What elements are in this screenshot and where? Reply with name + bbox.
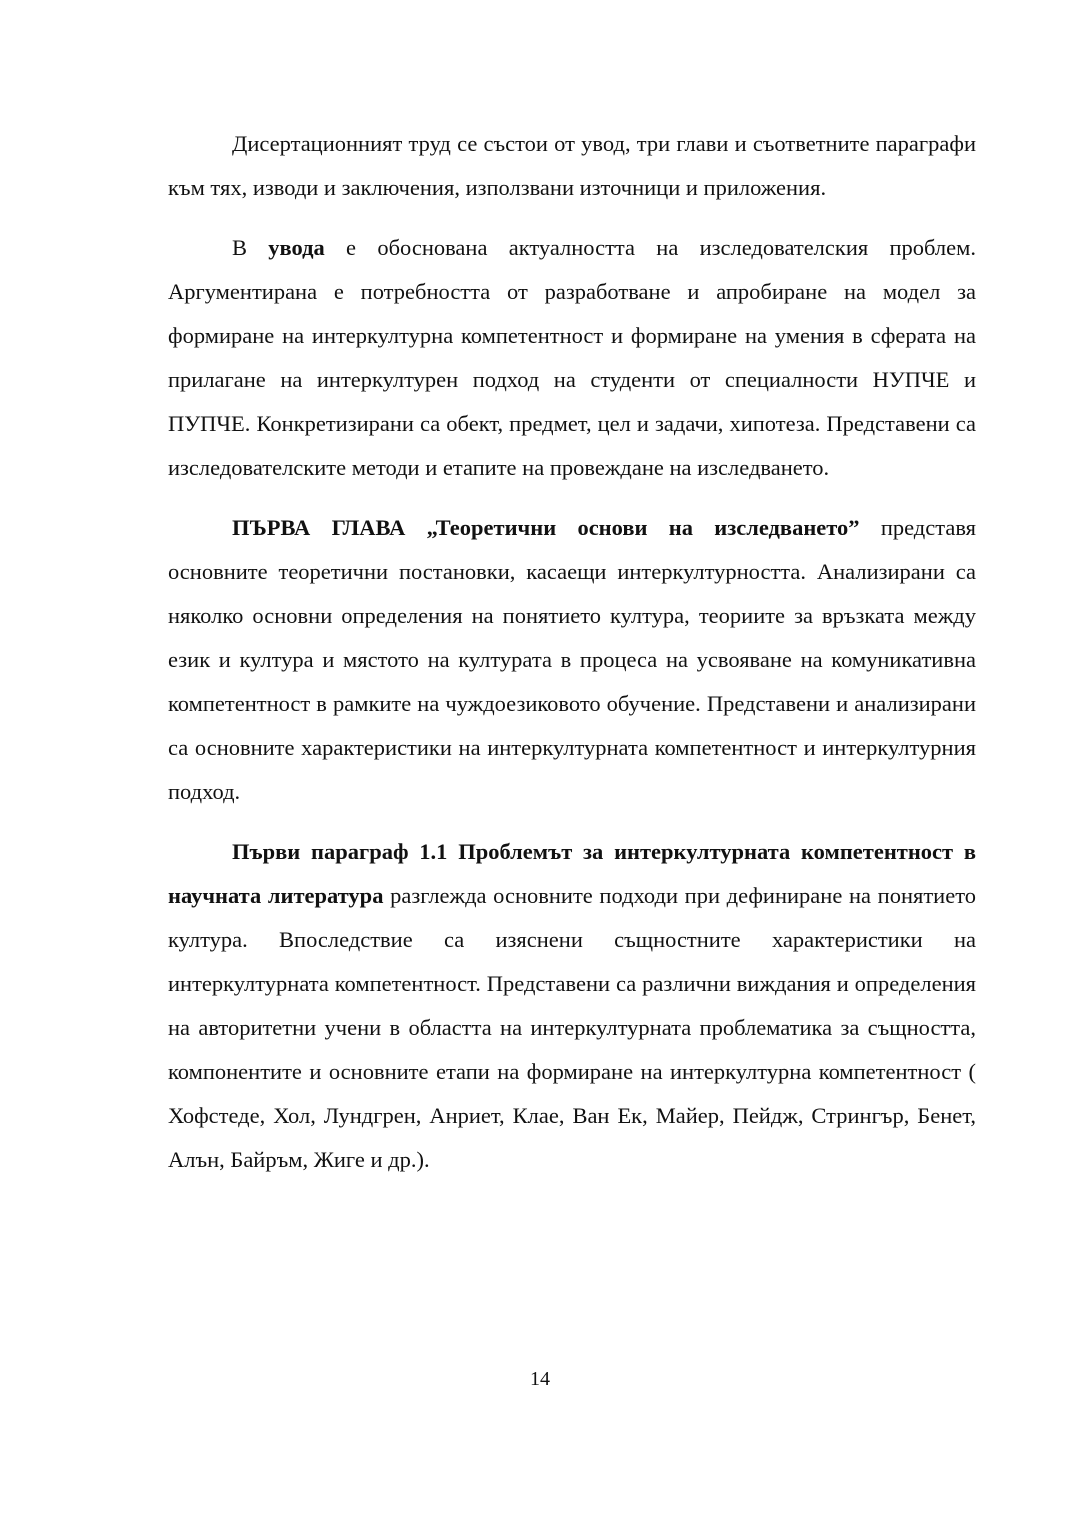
paragraph-first-chapter — [168, 506, 976, 814]
paragraph-text: разглежда основните подходи при дефиниране на понятието култура. Впоследствие са изяснени същностните характеристики на интеркултурната компетентност. Представени са различни виждания и определения на авторитетни учени в областта на интеркултурната проблематика за същността, компонентите и основните етапи на формиране на интеркултурна компетентност ( Хофстеде, Хол, Лундгрен, Анриет, Клае, Ван Ек, Майер, Пейдж, Стрингър, Бенет, Алън, Байръм, Жиге и др.). — [168, 883, 976, 1172]
paragraph-text: представя основните теоретични постановки, касаещи интеркултурността. Анализирани са няколко основни определения на понятието култура, теориите за връзката между език и култура и мястото на културата в процеса на усвояване на комуникативна компетентност в рамките на чуждоезиковото обучение. Представени и анализирани са основните характеристики на интеркултурната компетентност и интеркултурния подход. — [168, 515, 977, 804]
paragraph-text: е обоснована актуалността на изследователския проблем. Аргументирана е потребността от разработване и апробиране на модел за формиране на интеркултурна компетентност и формиране на умения в сферата на прилагане на интеркултурен подход на студенти от специалности НУПЧЕ и ПУПЧЕ. Конкретизирани са обект, предмет, цел и задачи, хипотеза. Представени са изследователските методи и етапите на провеждане на изследването. — [168, 235, 976, 480]
paragraph-text: Дисертационният труд се състои от увод, три глави и съответните параграфи към тях, изводи и заключения, използвани източници и приложения. — [168, 131, 976, 200]
chapter-heading: ПЪРВА ГЛАВА „Теоретични основи на изследването” — [232, 515, 860, 540]
paragraph-structure — [168, 122, 976, 210]
document-page — [168, 122, 976, 1198]
paragraph-introduction — [168, 226, 976, 490]
page-number: 14 — [530, 1368, 550, 1390]
paragraph-bold-term: увода — [268, 235, 325, 260]
paragraph-prefix: В — [232, 235, 269, 260]
paragraph-first-section — [168, 830, 976, 1182]
section-heading: Първи параграф 1.1 Проблемът за интеркултурната компетентност в научната литература — [168, 839, 976, 908]
